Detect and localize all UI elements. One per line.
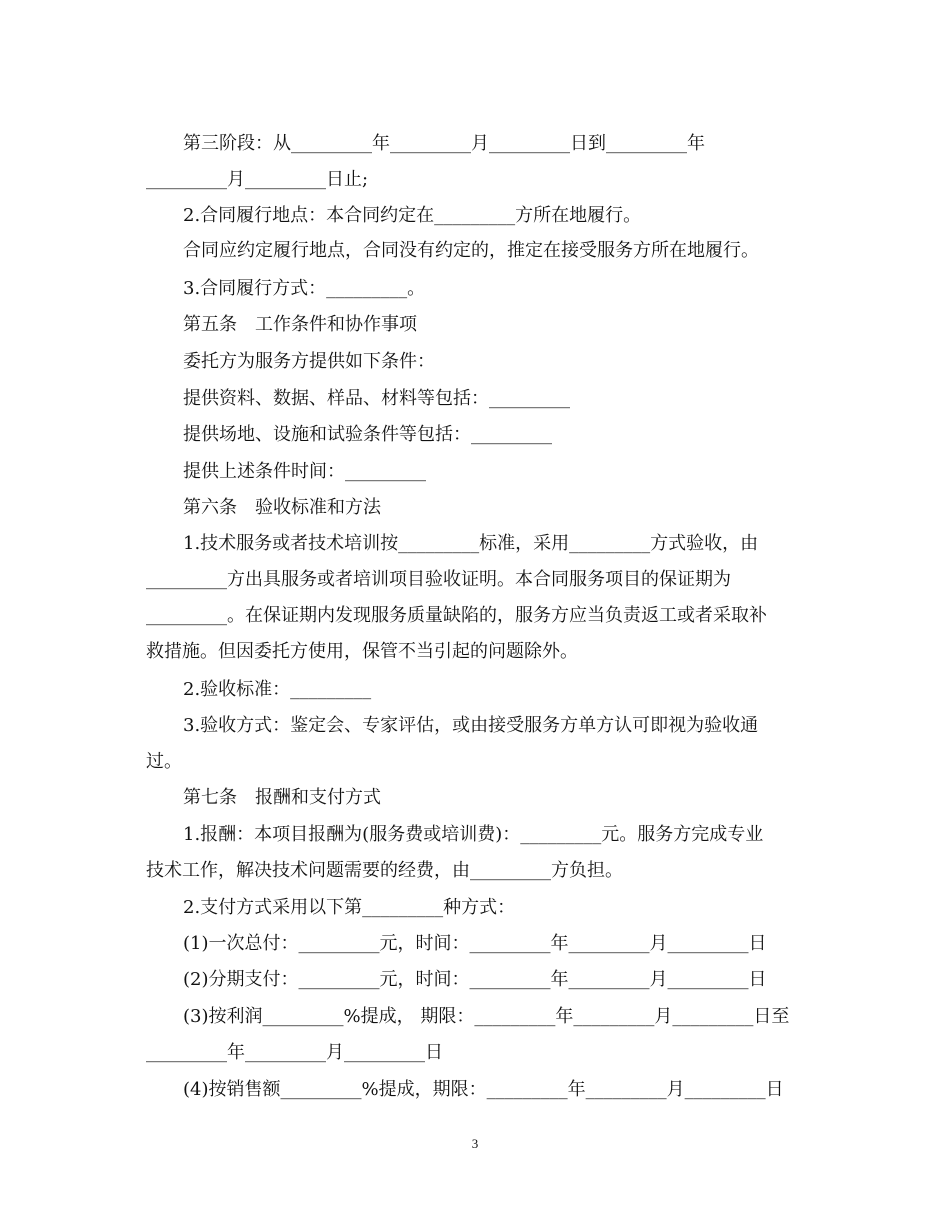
text-line: 3.合同履行方式：_________。 [183, 278, 426, 299]
text-line: _________。在保证期内发现服务质量缺陷的，服务方应当负责返工或者采取补 [146, 605, 767, 626]
text-line: 委托方为服务方提供如下条件： [183, 351, 435, 372]
text-line: _________方出具服务或者培训项目验收证明。本合同服务项目的保证期为 [146, 569, 731, 590]
section-heading: 第七条 报酬和支付方式 [183, 787, 381, 808]
text-line: 3.验收方式：鉴定会、专家评估，或由接受服务方单方认可即视为验收通 [183, 715, 759, 736]
text-line: 过。 [146, 751, 182, 772]
text-line: 2.合同履行地点：本合同约定在_________方所在地履行。 [183, 205, 642, 226]
text-line: (2)分期支付：_________元，时间：_________年_________月_________日 [183, 969, 767, 990]
text-line: 合同应约定履行地点，合同没有约定的，推定在接受服务方所在地履行。 [183, 240, 759, 261]
section-heading: 第五条 工作条件和协作事项 [183, 314, 417, 335]
section-heading: 第六条 验收标准和方法 [183, 497, 381, 518]
text-line: (4)按销售额_________%提成，期限：_________年_________月_________日 [183, 1079, 784, 1100]
text-line: (3)按利润_________%提成， 期限：_________年_________月_________日至 [183, 1006, 790, 1027]
text-line: 提供场地、设施和试验条件等包括：_________ [183, 424, 552, 445]
text-line: 1.技术服务或者技术培训按_________标准，采用_________方式验收，由 [183, 533, 759, 554]
text-line: 技术工作，解决技术问题需要的经费，由_________方负担。 [146, 860, 623, 881]
text-line: 救措施。但因委托方使用，保管不当引起的问题除外。 [146, 641, 578, 662]
text-line: 提供资料、数据、样品、材料等包括：_________ [183, 388, 570, 409]
text-line: (1)一次总付：_________元，时间：_________年_________月_________日 [183, 933, 767, 954]
text-line: _________年_________月_________日 [146, 1042, 443, 1063]
text-line: 提供上述条件时间：_________ [183, 461, 426, 482]
text-line: 2.验收标准：_________ [183, 679, 372, 700]
page-number: 3 [471, 1136, 479, 1151]
text-line: 1.报酬：本项目报酬为(服务费或培训费)：_________元。服务方完成专业 [183, 824, 764, 845]
text-line: 第三阶段：从_________年_________月_________日到_________年 [183, 133, 705, 154]
text-line: 2.支付方式采用以下第_________种方式： [183, 897, 516, 918]
text-line: _________月_________日止; [146, 169, 369, 190]
